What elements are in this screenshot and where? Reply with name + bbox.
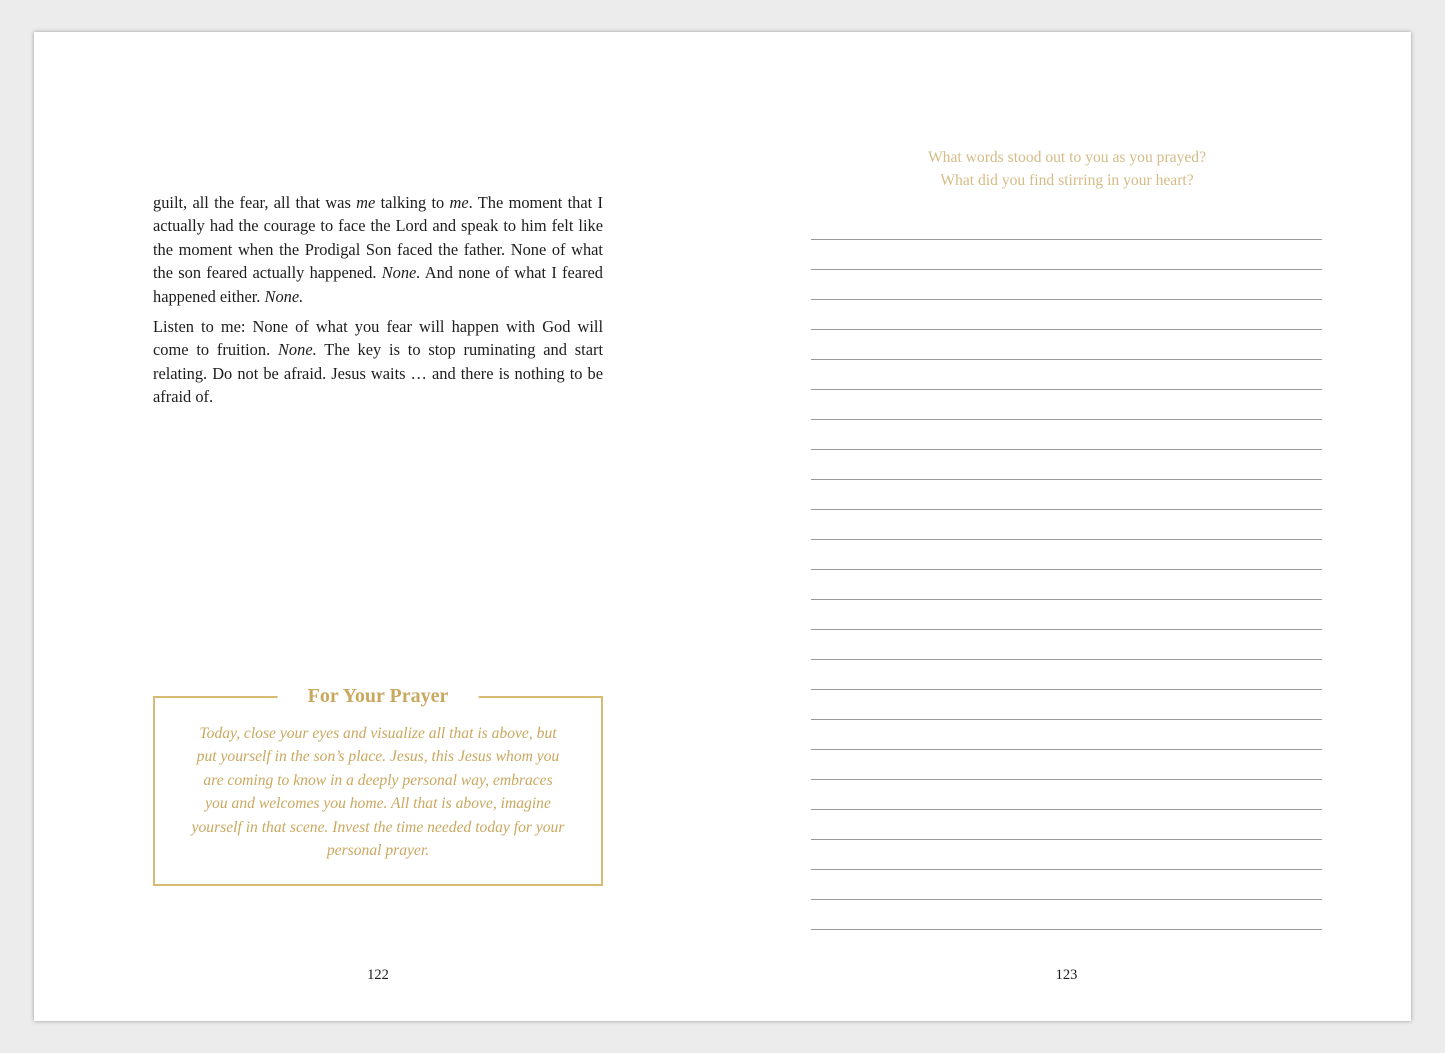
prompt-line-1: What words stood out to you as you prayed? <box>927 149 1207 166</box>
writing-line <box>811 659 1322 660</box>
writing-lines <box>811 32 1322 1021</box>
writing-line <box>811 359 1322 360</box>
writing-line <box>811 389 1322 390</box>
writing-line <box>811 809 1322 810</box>
writing-line <box>811 539 1322 540</box>
prayer-text: Today, close your eyes and visualize all that is above, but put yourself in the son’s place. Jesus, this Jesus whom you are coming to know in a deeply personal way, embraces you and welcomes you home. All that is above, imagine yourself in that scene. Invest the time needed today for your personal prayer. <box>191 725 565 860</box>
writing-line <box>811 929 1322 930</box>
writing-line <box>811 899 1322 900</box>
book-spread <box>34 32 1411 1021</box>
writing-line <box>811 569 1322 570</box>
writing-line <box>811 479 1322 480</box>
left-page <box>34 32 722 1021</box>
writing-line <box>811 269 1322 270</box>
paragraph-2: Listen to me: None of what you fear will happen with God will come to fruition. None. The key is to stop ruminating and start relating. Do not be afraid. Jesus waits … and there is nothing to be afraid of. <box>153 317 603 407</box>
writing-line <box>811 329 1322 330</box>
writing-line <box>811 419 1322 420</box>
page-number-right: 123 <box>1055 967 1078 983</box>
paragraph-1: guilt, all the fear, all that was me talking to me. The moment that I actually had the courage to face the Lord and speak to him felt like the moment when the Prodigal Son faced the father. None of what the son feared actually happened. None. And none of what I feared happened either. None. <box>153 193 603 306</box>
writing-line <box>811 719 1322 720</box>
right-page <box>722 32 1411 1021</box>
writing-line <box>811 449 1322 450</box>
writing-line <box>811 779 1322 780</box>
writing-line <box>811 599 1322 600</box>
writing-line <box>811 839 1322 840</box>
writing-line <box>811 239 1322 240</box>
body-text <box>153 191 603 416</box>
writing-line <box>811 299 1322 300</box>
writing-line <box>811 869 1322 870</box>
prayer-title: For Your Prayer <box>278 683 479 709</box>
page-number-left: 122 <box>367 967 389 983</box>
prompt-line-2: What did you find stirring in your heart? <box>940 172 1194 190</box>
writing-line <box>811 629 1322 630</box>
writing-line <box>811 509 1322 510</box>
writing-line <box>811 749 1322 750</box>
prayer-box <box>153 685 603 886</box>
writing-line <box>811 689 1322 690</box>
